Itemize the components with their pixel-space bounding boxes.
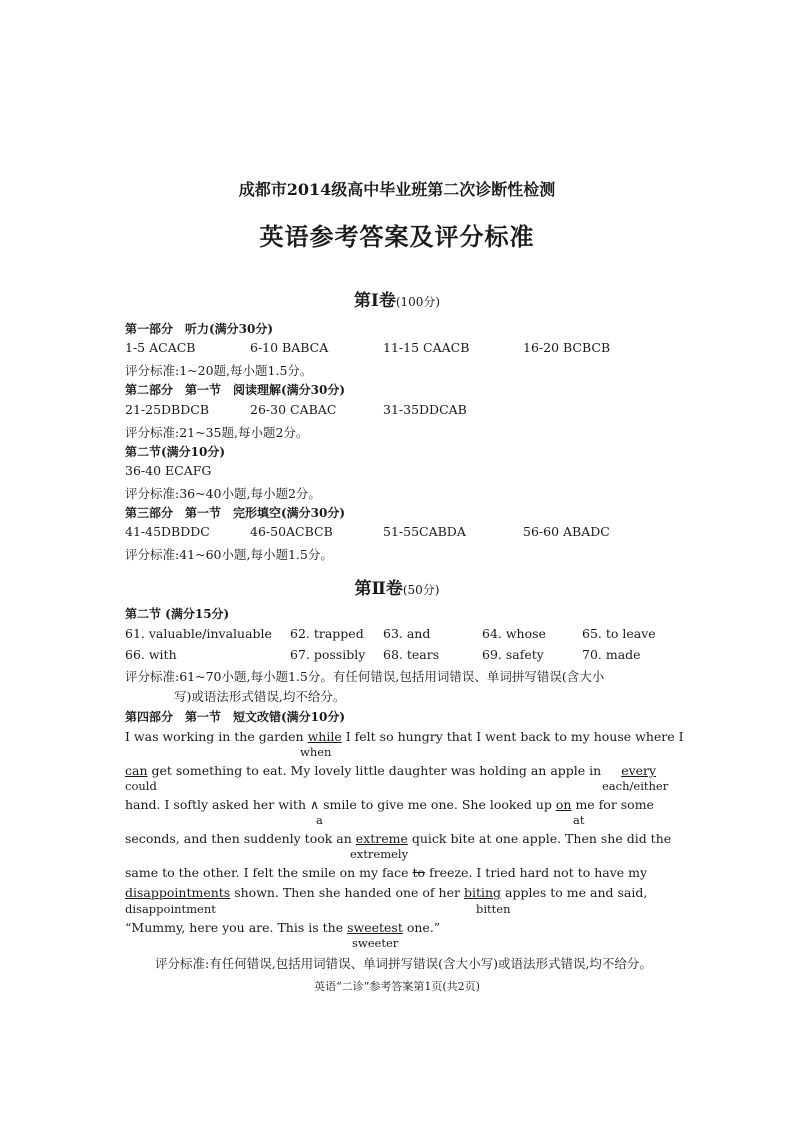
essay-text: freeze. I tried hard not to have my xyxy=(429,865,648,880)
essay-line xyxy=(125,865,647,880)
part2-sec1-scoring: 评分标准:21~35题,每小题2分。 xyxy=(125,425,309,440)
answer-group: 1-5 ACACB xyxy=(125,340,196,355)
part3-sec2-scoring-line2: 写)或语法形式错误,均不给分。 xyxy=(174,689,346,704)
answer-item: 67. possibly xyxy=(290,647,366,662)
answer-item: 63. and xyxy=(383,626,431,641)
essay-text: “Mummy, here you are. This is the xyxy=(125,920,344,935)
answer-group: 46-50ACBCB xyxy=(250,524,333,539)
correction-word: sweeter xyxy=(352,936,399,950)
essay-line xyxy=(125,885,647,900)
part2-sec2-scoring: 评分标准:36~40小题,每小题2分。 xyxy=(125,486,321,501)
answer-group: 16-20 BCBCB xyxy=(523,340,611,355)
volume-2-points: (50分) xyxy=(402,583,440,597)
essay-text: same to the other. I felt the smile on my face xyxy=(125,865,409,880)
essay-line xyxy=(125,763,656,778)
correction-word: at xyxy=(573,813,585,827)
correction-word: when xyxy=(300,745,332,759)
error-word: extreme xyxy=(355,831,408,846)
answer-group: 56-60 ABADC xyxy=(523,524,610,539)
volume-1-heading xyxy=(0,286,794,311)
essay-text: hand. I softly asked her with ∧ smile to give me one. She looked up xyxy=(125,797,552,812)
part3-sec2-scoring-line1: 评分标准:61~70小题,每小题1.5分。有任何错误,包括用词错误、单词拼写错误(含大小 xyxy=(125,669,605,684)
answer-group: 31-35DDCAB xyxy=(383,402,467,417)
essay-line xyxy=(125,797,654,812)
part2-sec2-answers: 36-40 ECAFG xyxy=(125,463,212,478)
correction-word: each/either xyxy=(602,779,669,793)
volume-1-points: (100分) xyxy=(395,295,441,309)
essay-text: one.” xyxy=(406,920,441,935)
answer-item: 68. tears xyxy=(383,647,440,662)
answer-item: 64. whose xyxy=(482,626,546,641)
answer-item: 62. trapped xyxy=(290,626,364,641)
essay-text: I was working in the garden xyxy=(125,729,304,744)
answer-group: 51-55CABDA xyxy=(383,524,466,539)
answer-item: 70. made xyxy=(582,647,641,662)
essay-text: quick bite at one apple. Then she did the xyxy=(411,831,672,846)
essay-text: me for some xyxy=(575,797,654,812)
essay-line xyxy=(125,831,671,846)
correction-word: a xyxy=(316,813,323,827)
answer-item: 66. with xyxy=(125,647,177,662)
error-word: sweetest xyxy=(347,920,403,935)
part1-heading: 第一部分 听力(满分30分) xyxy=(125,322,274,336)
answer-group: 26-30 CABAC xyxy=(250,402,337,417)
error-word: biting xyxy=(463,885,502,900)
part3-sec1-heading: 第三部分 第一节 完形填空(满分30分) xyxy=(125,506,346,520)
answer-group: 41-45DBDDC xyxy=(125,524,210,539)
exam-title: 成都市2014级高中毕业班第二次诊断性检测 xyxy=(238,180,556,199)
correction-word: disappointment xyxy=(125,902,216,916)
correction-word: bitten xyxy=(476,902,511,916)
answer-item: 69. safety xyxy=(482,647,544,662)
correction-word: could xyxy=(125,779,157,793)
essay-text: shown. Then she handed one of her xyxy=(234,885,460,900)
answer-group: 21-25DBDCB xyxy=(125,402,210,417)
answer-item: 65. to leave xyxy=(582,626,656,641)
answer-item: 61. valuable/invaluable xyxy=(125,626,272,641)
part4-sec1-heading: 第四部分 第一节 短文改错(满分10分) xyxy=(125,710,346,724)
deleted-word: to xyxy=(412,865,426,880)
part1-scoring: 评分标准:1~20题,每小题1.5分。 xyxy=(125,363,313,378)
essay-text: I felt so hungry that I went back to my house where I xyxy=(345,729,684,744)
page-footer: 英语“二诊”参考答案第1页(共2页) xyxy=(314,980,480,993)
essay-text: seconds, and then suddenly took an xyxy=(125,831,352,846)
part3-sec1-scoring: 评分标准:41~60小题,每小题1.5分。 xyxy=(125,547,333,562)
part2-sec2-heading: 第二节(满分10分) xyxy=(125,445,226,459)
volume-2-title: 第Ⅱ卷 xyxy=(354,579,403,599)
answer-group: 11-15 CAACB xyxy=(383,340,470,355)
error-word: can xyxy=(125,763,148,778)
error-word: disappointments xyxy=(125,885,231,900)
error-word: on xyxy=(555,797,572,812)
essay-line xyxy=(125,920,440,935)
error-word: while xyxy=(307,729,342,744)
answer-group: 6-10 BABCA xyxy=(250,340,329,355)
part4-sec1-scoring: 评分标准:有任何错误,包括用词错误、单词拼写错误(含大小写)或语法形式错误,均不给分。 xyxy=(155,956,652,971)
correction-word: extremely xyxy=(350,847,409,861)
essay-text: get something to eat. My lovely little daughter was holding an apple in xyxy=(151,763,602,778)
document-title: 英语参考答案及评分标准 xyxy=(259,222,535,251)
volume-2-heading xyxy=(0,574,794,599)
part2-sec1-heading: 第二部分 第一节 阅读理解(满分30分) xyxy=(125,383,346,397)
volume-1-title: 第Ⅰ卷 xyxy=(353,291,396,311)
essay-text: apples to me and said, xyxy=(505,885,648,900)
error-word: every xyxy=(621,763,657,778)
part3-sec2-heading: 第二节 (满分15分) xyxy=(125,607,230,621)
essay-line xyxy=(125,729,684,744)
